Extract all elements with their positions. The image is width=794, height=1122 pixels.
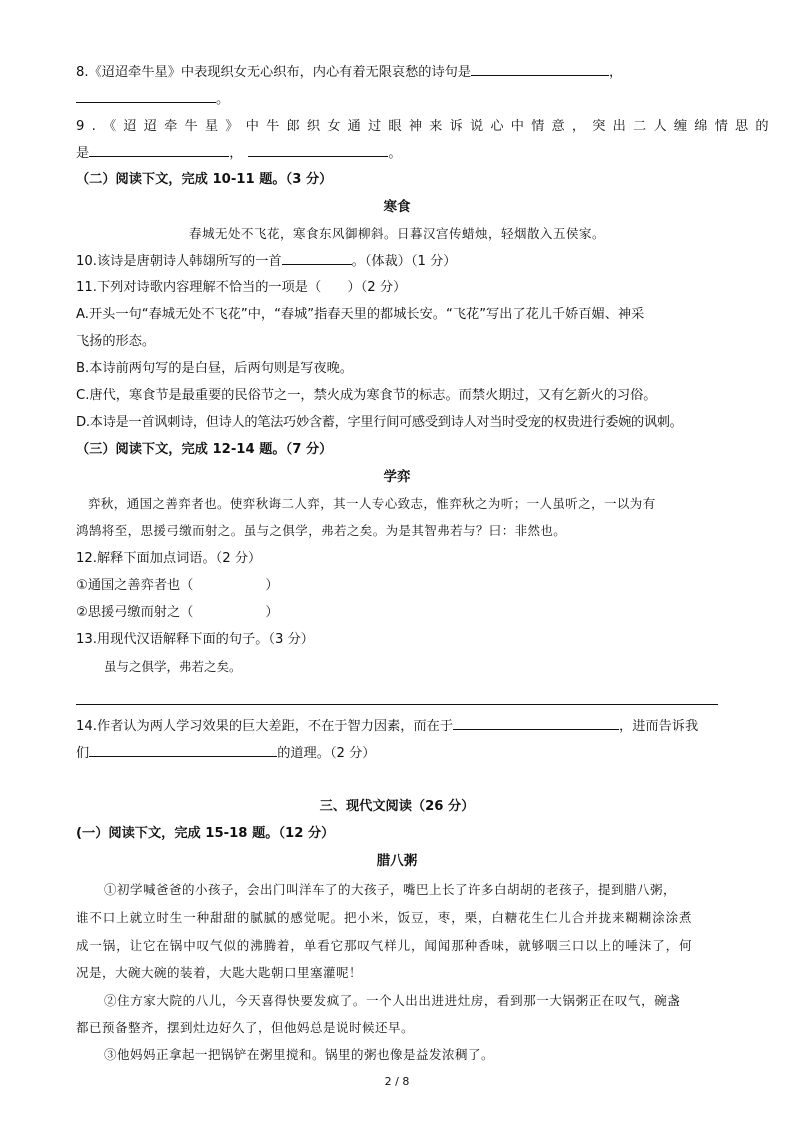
punctuation: ） (265, 578, 279, 593)
story-p2-line2: 都已预备整齐，摆到灶边好久了，但他妈总是说时候还早。 (76, 1020, 415, 1035)
story-p1-line1: ①初学喊爸爸的小孩子，会出门叫洋车了的大孩子，嘴巴上长了许多白胡胡的老孩子，提到腊八粥， (104, 882, 677, 897)
story-p1-line3: 成一锅，让它在锅中叹气似的沸腾着，单看它那叹气样儿，闻闻那种香味，就够咽三口以上的唾沫了，何 (76, 938, 693, 953)
question-9 (76, 117, 776, 137)
question-9-prefix: 是 (76, 146, 90, 161)
poem-text: 春城无处不飞花，寒食东风御柳斜。日暮汉宫传蜡烛，轻烟散入五侯家。 (188, 226, 605, 241)
section-heading: (一）阅读下文，完成 15-18 题。（12 分） (76, 826, 335, 841)
section-heading: （三）阅读下文，完成 12-14 题。（7 分） (76, 442, 333, 457)
question-8-line2 (76, 89, 718, 110)
question-10 (76, 251, 718, 272)
question-12-item-1 (76, 576, 718, 596)
story-p3-line1: ③他妈妈正拿起一把锅铲在粥里搅和。锅里的粥也像是益发浓稠了。 (104, 1047, 495, 1062)
punctuation: 。 (216, 92, 230, 107)
essay-title: 学弈 (383, 469, 411, 485)
question-14-prefix: 们 (76, 746, 90, 761)
essay-line-1: 弈秋，通国之善弈者也。使弈秋诲二人弈，其一人专心致志，惟弈秋之为听；一人虽听之，一以为有 (88, 496, 656, 511)
answer-blank[interactable] (89, 743, 277, 757)
answer-blank[interactable] (282, 251, 352, 265)
part-heading: 三、现代文阅读（26 分） (319, 799, 475, 814)
answer-blank[interactable] (471, 62, 609, 76)
item-text: ①通国之善弈者也（ (76, 578, 194, 593)
answer-blank[interactable] (248, 143, 388, 157)
punctuation: ） (265, 605, 279, 620)
question-10-suffix: 。（体裁）（1 分） (351, 254, 457, 269)
story-p1-line4: 况是，大碗大碗的装着，大匙大匙朝口里塞灌呢！ (76, 965, 363, 980)
question-14-text: 14.作者认为两人学习效果的巨大差距，不在于智力因素，而在于 (76, 719, 454, 734)
story-p2-line1: ②住方家大院的八儿，今天喜得快要发疯了。一个人出出进进灶房，看到那一大锅粥正在叹气，碗盏 (104, 993, 681, 1008)
punctuation: ， (609, 65, 623, 80)
punctuation: ， (229, 146, 243, 161)
question-8-text: 8.《迢迢牵牛星》中表现织女无心织布，内心有着无限哀愁的诗句是 (76, 65, 472, 80)
story-p1-line2: 谁不口上就立时生一种甜甜的腻腻的感觉呢。把小米，饭豆，枣，栗，白糖花生仁儿合并拢来糊糊涂涂煮 (76, 910, 693, 925)
option-d: D.本诗是一首讽刺诗，但诗人的笔法巧妙含蓄，字里行间可感受到诗人对当时受宠的权贵进行委婉的讽刺。 (76, 415, 683, 430)
question-14-tail: ，进而告诉我 (619, 719, 699, 734)
punctuation: 。 (388, 146, 402, 161)
question-11: 11.下列对诗歌内容理解不恰当的一项是（ ）（2 分） (76, 280, 407, 295)
question-14-line2 (76, 743, 718, 764)
answer-blank[interactable] (89, 143, 229, 157)
page-number: 2 / 8 (384, 1075, 410, 1088)
question-8 (76, 62, 718, 83)
question-10-text: 10.该诗是唐朝诗人韩翃所写的一首 (76, 254, 282, 269)
essay-line-2: 鸿鹄将至，思援弓缴而射之。虽与之俱学，弗若之矣。为是其智弗若与？曰：非然也。 (76, 523, 567, 538)
option-a: A.开头一句“春城无处不飞花”中，“春城”指春天里的都城长安。“飞花”写出了花儿千娇百媚、神采 (76, 307, 645, 322)
question-9-text: 9.《迢迢牵牛星》中牛郎织女通过眼神来诉说心中情意，突出二人缠绵情思的 (76, 119, 776, 134)
answer-line[interactable] (76, 704, 718, 705)
question-12: 12.解释下面加点词语。（2 分） (76, 551, 262, 566)
question-14 (76, 716, 718, 737)
question-13: 13.用现代汉语解释下面的句子。（3 分） (76, 632, 314, 647)
story-title: 腊八粥 (376, 853, 418, 869)
option-c: C.唐代，寒食节是最重要的民俗节之一，禁火成为寒食节的标志。而禁火期过，又有乞新火的习俗。 (76, 388, 657, 403)
option-a-cont: 飞扬的形态。 (76, 334, 156, 349)
question-9-line2 (76, 143, 718, 164)
section-heading: （二）阅读下文，完成 10-11 题。（3 分） (76, 172, 333, 187)
poem-title: 寒食 (383, 199, 411, 215)
item-text: ②思援弓缴而射之（ (76, 605, 194, 620)
option-b: B.本诗前两句写的是白昼，后两句则是写夜晚。 (76, 361, 353, 376)
question-13-sentence: 虽与之俱学，弗若之矣。 (104, 659, 242, 674)
question-12-item-2 (76, 603, 718, 623)
answer-blank[interactable] (453, 716, 619, 730)
answer-blank[interactable] (76, 89, 216, 103)
question-14-suffix: 的道理。（2 分） (277, 746, 376, 761)
